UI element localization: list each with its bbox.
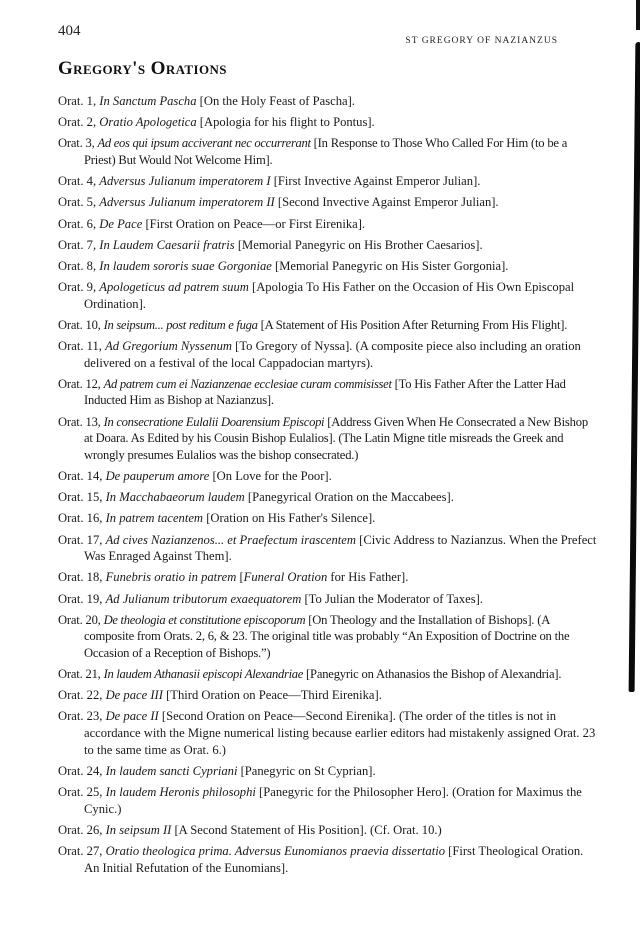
section-title: Gregory's Orations — [58, 58, 227, 79]
entry-number: Orat. 1, — [58, 94, 100, 108]
entry-number: Orat. 12, — [58, 376, 104, 391]
entry-number: Orat. 25, — [58, 785, 106, 800]
entry-number: Orat. 19, — [58, 591, 106, 606]
latin-title: Ad Julianum tributorum exaequatorem — [105, 591, 302, 606]
english-title: [Panegyric on Athanasios the Bishop of Alexandria]. — [303, 667, 562, 682]
latin-title: In seipsum II — [105, 822, 172, 837]
latin-title: Adversus Julianum imperatorem II — [99, 195, 275, 210]
entry-number: Orat. 11, — [58, 339, 106, 354]
entry-number: Orat. 2, — [58, 115, 100, 130]
english-title: [First Invective Against Emperor Julian]. — [270, 174, 481, 189]
english-title: [Third Oration on Peace—Third Eirenika]. — [162, 688, 382, 703]
oration-entry — [58, 414, 598, 464]
latin-title: In laudem Heronis philosophi — [105, 785, 256, 800]
english-title: [Memorial Panegyric on His Brother Caesarios]. — [234, 237, 483, 252]
latin-title: De Pace — [99, 216, 143, 231]
oration-entry — [58, 784, 598, 817]
english-title: [Civic Address to Nazianzus. When the Prefect Was Enraged Against Them]. — [84, 532, 597, 564]
oration-entry — [58, 216, 598, 233]
entry-number: Orat. 8, — [58, 258, 100, 273]
latin-title: Oratio theologica prima. Adversus Eunomianos praevia dissertatio — [105, 844, 446, 858]
entry-number: Orat. 5, — [58, 195, 100, 210]
oration-entry — [58, 843, 598, 876]
entry-number: Orat. 9, — [58, 280, 100, 295]
oration-entry — [58, 822, 598, 839]
oration-entry — [58, 763, 598, 780]
scan-edge-shadow — [629, 42, 640, 692]
oration-entry — [58, 591, 598, 608]
english-title: [Apologia for his flight to Pontus]. — [196, 115, 375, 130]
english-title: [Panegyric for the Philosopher Hero]. (Oration for Maximus the Cynic.) — [84, 785, 582, 816]
entry-number: Orat. 14, — [58, 469, 106, 483]
latin-title: In patrem tacentem — [105, 511, 204, 526]
entry-number: Orat. 15, — [58, 490, 106, 505]
entry-number: Orat. 16, — [58, 511, 106, 526]
latin-title: Ad cives Nazianzenos... et Praefectum irascentem — [105, 532, 356, 547]
entry-number: Orat. 21, — [58, 667, 104, 682]
english-title: [On the Holy Feast of Pascha]. — [196, 94, 355, 108]
english-title: [Apologia To His Father on the Occasion of His Own Episcopal Ordination]. — [84, 280, 575, 311]
entry-number: Orat. 7, — [58, 237, 100, 252]
oration-entry — [58, 135, 598, 168]
oration-entry — [58, 317, 598, 334]
english-title: [Address Given When He Consecrated a New Bishop at Doara. As Edited by his Cousin Bishop Eulalios]. (The Latin Migne title misreads the Greek and wrongly presumes Eulalios was the bishop consecrated.) — [84, 414, 588, 462]
latin-title: Oratio Apologetica — [99, 115, 197, 130]
entry-number: Orat. 17, — [58, 532, 106, 547]
oration-entry — [58, 258, 598, 275]
english-title: [To Julian the Moderator of Taxes]. — [301, 591, 483, 606]
oration-entry — [58, 173, 598, 190]
latin-title: De pace III — [105, 688, 163, 703]
entry-number: Orat. 4, — [58, 174, 100, 189]
latin-title: In laudem sororis suae Gorgoniae — [99, 258, 272, 273]
oration-entry — [58, 612, 598, 662]
oration-entry — [58, 279, 598, 312]
english-title: [First Theological Oration. An Initial Refutation of the Eunomians]. — [84, 844, 584, 875]
entry-number: Orat. 24, — [58, 763, 106, 778]
latin-title: Funebris oratio in patrem — [105, 570, 237, 585]
english-title: [Panegyrical Oration on the Maccabees]. — [244, 490, 454, 505]
english-title-italic: Funeral Oration — [243, 570, 328, 585]
latin-title: In consecratione Eulalii Doarensium Episcopi — [103, 414, 325, 429]
english-title: [Oration on His Father's Silence]. — [203, 511, 376, 526]
oration-entry — [58, 666, 598, 683]
oration-entry — [58, 376, 598, 409]
latin-title: De pace II — [105, 709, 159, 724]
entry-number: Orat. 27, — [58, 844, 106, 858]
oration-entry — [58, 93, 598, 110]
oration-entry — [58, 489, 598, 506]
english-title: [In Response to Those Who Called For Him (to be a Priest) But Would Not Welcome Him]. — [84, 136, 568, 167]
latin-title: In laudem Athanasii episcopi Alexandriae — [103, 667, 304, 682]
english-title: [Memorial Panegyric on His Sister Gorgonia]. — [271, 258, 509, 273]
latin-title: Ad patrem cum ei Nazianzenae ecclesiae curam commisisset — [103, 376, 392, 391]
entry-number: Orat. 6, — [58, 216, 100, 231]
latin-title: In seipsum... post reditum e fuga — [103, 317, 258, 332]
running-head: ST GREGORY OF NAZIANZUS — [405, 36, 558, 46]
english-title: [On Theology and the Installation of Bishops]. (A composite from Orats. 2, 6, & 23. The original title was probably “An Exposition of Doctrine on the Occasion of a Reception of Bishops.”) — [84, 612, 570, 660]
english-title: [Panegyric on St Cyprian]. — [237, 763, 376, 778]
page-number: 404 — [58, 23, 81, 39]
oration-entry — [58, 194, 598, 211]
oration-entry — [58, 237, 598, 254]
latin-title: De pauperum amore — [105, 469, 210, 483]
latin-title: Ad Gregorium Nyssenum — [105, 339, 232, 354]
oration-entry — [58, 708, 598, 758]
oration-entry — [58, 114, 598, 131]
latin-title: In Laudem Caesarii fratris — [99, 237, 235, 252]
entry-number: Orat. 10, — [58, 317, 104, 332]
latin-title: Adversus Julianum imperatorem I — [99, 174, 271, 189]
english-title: [A Second Statement of His Position]. (Cf. Orat. 10.) — [171, 822, 442, 837]
latin-title: In laudem sancti Cypriani — [105, 763, 238, 778]
english-title: for His Father]. — [327, 570, 409, 585]
oration-entry — [58, 569, 598, 586]
entry-number: Orat. 20, — [58, 612, 104, 627]
english-title: [To His Father After the Latter Had Inducted Him as Bishop at Nazianzus]. — [84, 376, 566, 408]
entry-number: Orat. 18, — [58, 570, 106, 585]
latin-title: In Sanctum Pascha — [99, 94, 197, 108]
latin-title: In Macchabaeorum laudem — [105, 490, 245, 505]
oration-entry — [58, 338, 598, 371]
english-title: [A Statement of His Position After Returning From His Flight]. — [257, 317, 568, 332]
english-title: [To Gregory of Nyssa]. (A composite piece also including an oration delivered on a festival of the local Cappadocian martyrs). — [84, 339, 581, 370]
bracket-open: [ — [236, 570, 244, 585]
english-title: [Second Oration on Peace—Second Eirenika]. (The order of the titles is not in accordance with the Migne numerical listing because earlier editors had mistakenly assigned Orat. 23 to the same time as Orat. 6.) — [84, 709, 596, 757]
oration-entry — [58, 468, 598, 485]
orations-list — [58, 93, 598, 881]
english-title: [First Oration on Peace—or First Eirenika]. — [142, 216, 366, 231]
english-title: [On Love for the Poor]. — [209, 469, 332, 483]
oration-entry — [58, 510, 598, 527]
entry-number: Orat. 3, — [58, 136, 98, 151]
oration-entry — [58, 532, 598, 565]
latin-title: Ad eos qui ipsum acciverant nec occurrerant — [97, 136, 311, 151]
entry-number: Orat. 22, — [58, 688, 106, 703]
entry-number: Orat. 23, — [58, 709, 106, 724]
latin-title: Apologeticus ad patrem suum — [99, 280, 249, 295]
entry-number: Orat. 13, — [58, 414, 104, 429]
entry-number: Orat. 26, — [58, 822, 106, 837]
scan-edge-shadow-top — [636, 0, 640, 30]
english-title: [Second Invective Against Emperor Julian]. — [274, 195, 499, 210]
oration-entry — [58, 687, 598, 704]
latin-title: De theologia et constitutione episcoporum — [103, 612, 306, 627]
